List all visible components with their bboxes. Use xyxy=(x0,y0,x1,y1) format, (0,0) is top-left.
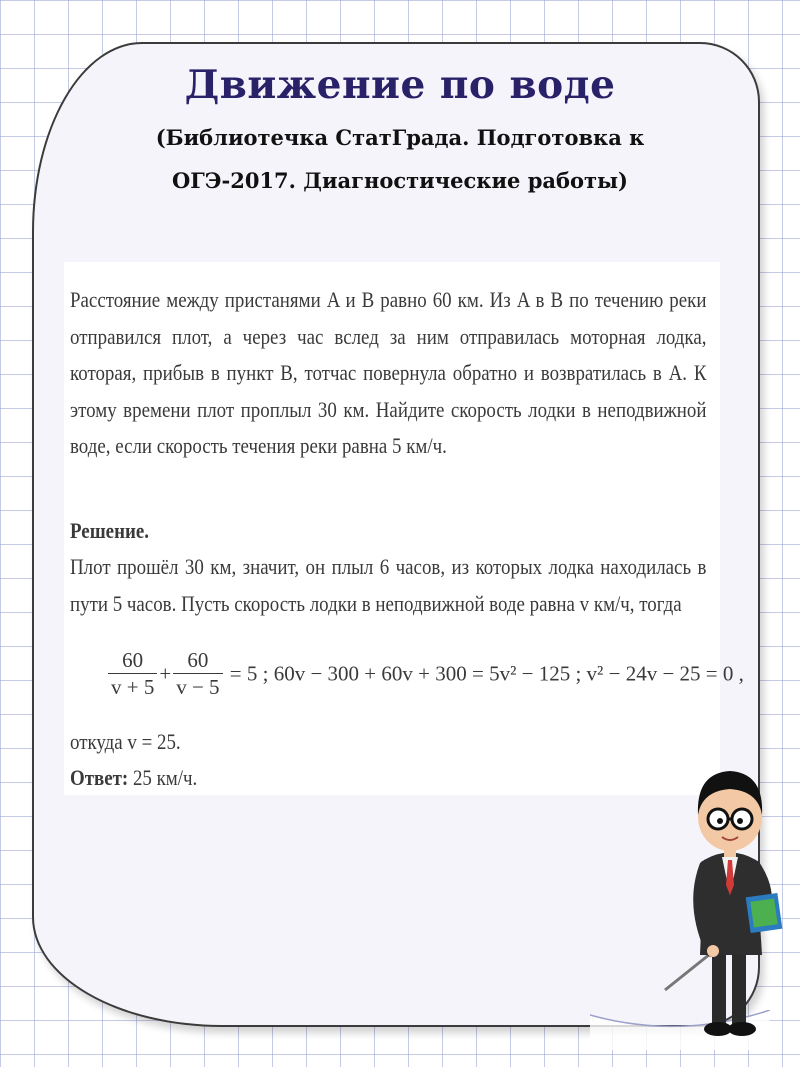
solution-formula xyxy=(106,647,744,700)
solution-heading: Решение. xyxy=(70,517,150,543)
formula-equations: = 5 ; 60v − 300 + 60v + 300 = 5v² − 125 ; v² − 24v − 25 = 0 , xyxy=(229,661,744,686)
slide-title: Движение по воде xyxy=(184,62,616,108)
fraction-1-numerator: 60 xyxy=(108,647,157,674)
solution-text: Плот прошёл 30 км, значит, он плыл 6 часов, из которых лодка находилась в пути 5 часов. Пусть скорость лодки в неподвижной воде равна v км/ч, тогда xyxy=(70,554,707,616)
solution-whence: откуда v = 25. xyxy=(70,729,181,754)
answer-label: Ответ: xyxy=(70,765,129,790)
problem-box xyxy=(64,262,744,795)
teacher-cartoon-icon xyxy=(660,745,790,1045)
answer-value: 25 км/ч. xyxy=(132,765,198,790)
formula-plus: + xyxy=(159,661,172,686)
fraction-1 xyxy=(108,647,157,700)
fraction-1-denominator: v + 5 xyxy=(111,675,155,699)
fraction-2-denominator: v − 5 xyxy=(176,675,220,699)
fraction-2-numerator: 60 xyxy=(173,647,222,674)
fraction-2 xyxy=(173,647,222,700)
problem-text: Расстояние между пристанями A и B равно 60 км. Из A в B по течению реки отправился плот, а через час вслед за ним отправилась моторная лодка, которая, прибыв в пункт B, тотчас повернула обратно и возвратилась в A. К этому времени плот проплыл 30 км. Найдите скорость лодки в неподвижной воде, если скорость течения реки равна 5 км/ч. xyxy=(70,287,707,458)
slide-subtitle-line1: (Библиотечка СтатГрада. Подготовка к xyxy=(155,125,645,150)
solution-answer xyxy=(70,760,197,797)
slide-subtitle-line2: ОГЭ-2017. Диагностические работы) xyxy=(172,168,628,193)
